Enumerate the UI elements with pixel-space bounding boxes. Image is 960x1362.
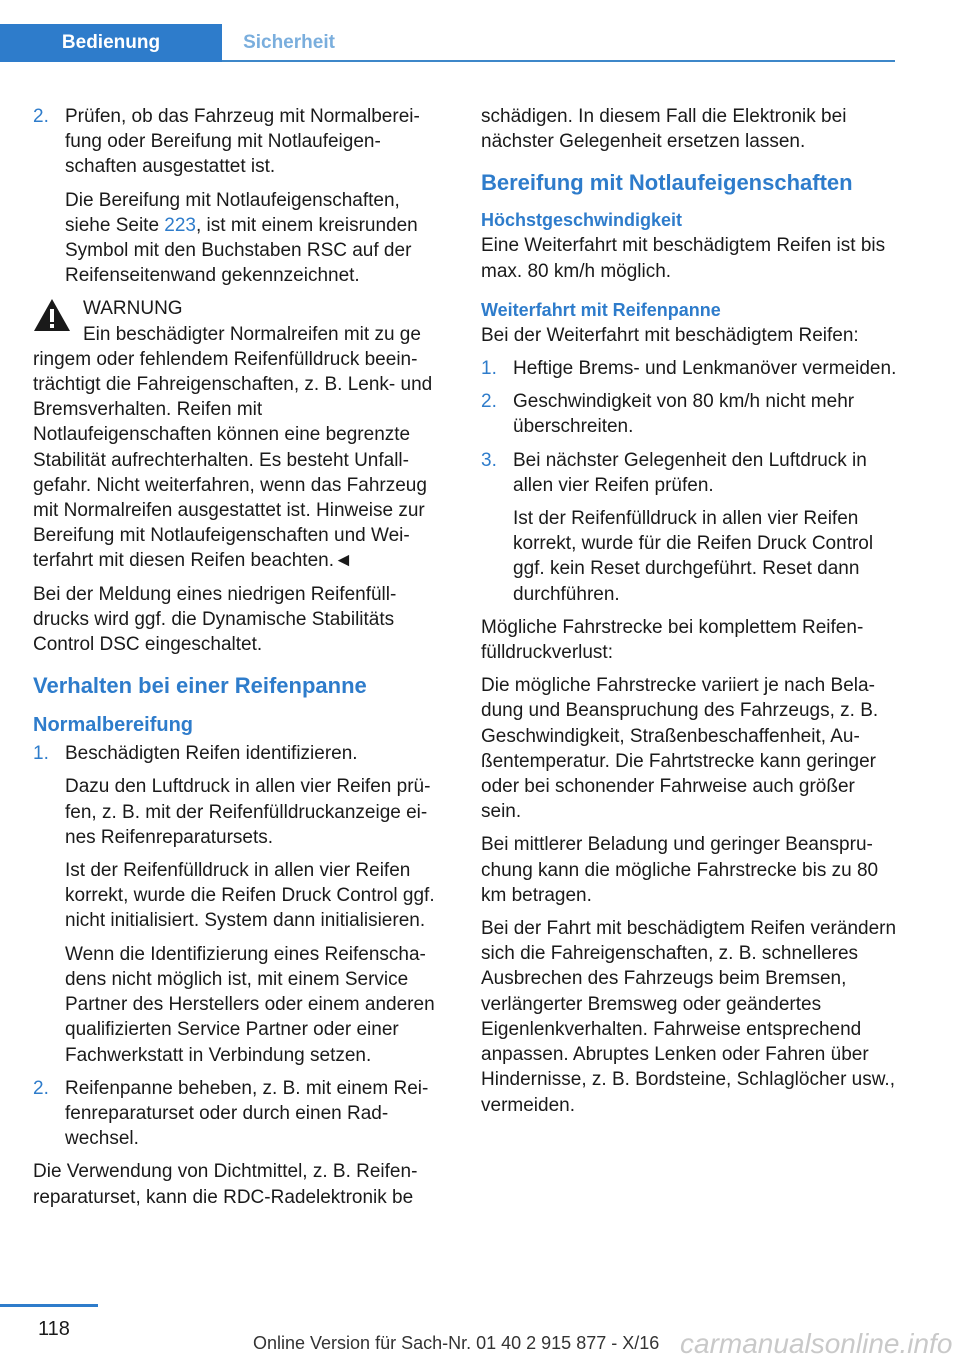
warning-triangle-icon (33, 298, 71, 332)
list-item-step-2 (481, 389, 897, 439)
warning-text-first-line: Ein beschädigter Normalreifen mit zu ge (83, 323, 421, 345)
chapter-tab-bar (0, 24, 895, 62)
online-version-text: Online Version für Sach-Nr. 01 40 2 915 877 - X/16 (253, 1333, 660, 1353)
section-heading-notlauf: Bereifung mit Notlaufeigenschaften (481, 170, 853, 196)
paragraph-weiterfahrt: Bei der Weiterfahrt mit beschädigtem Reifen: (481, 324, 859, 346)
list-number: 3. (481, 449, 497, 471)
list-text: Geschwindigkeit von 80 km/h nicht mehr überschreiten. (513, 391, 855, 438)
paragraph-dichtmittel: Die Verwendung von Dichtmittel, z. B. Reifenreparaturset, kann die RDC-Radelektronik be (33, 1161, 418, 1208)
section-heading-reifenpanne: Verhalten bei einer Reifenpanne (33, 673, 367, 699)
list-number: 1. (33, 743, 49, 765)
paragraph-speed: Eine Weiterfahrt mit beschädigtem Reifen ist bis max. 80 km/h möglich. (481, 235, 886, 282)
tab-sicherheit[interactable]: Sicherheit (243, 32, 335, 53)
page-number: 118 (38, 1318, 70, 1340)
list-item-step-1 (481, 356, 897, 381)
watermark: carmanualsonline.info (680, 1328, 953, 1359)
list-text: Beschädigten Reifen identifizieren. (65, 743, 358, 765)
list-number: 1. (481, 358, 497, 380)
right-column (481, 104, 897, 1126)
footer-rule (0, 1304, 98, 1307)
list-subtext: Wenn die Identifizierung eines Reifenschadens nicht möglich ist, mit einem Service Partner des Herstellers oder einem anderen qualifizierten Service Partner oder einer Fachwerkstatt in Verbindung setzen. (65, 943, 435, 1066)
list-item-step-3 (481, 448, 897, 607)
warning-title: WARNUNG (83, 298, 183, 320)
list-text: Heftige Brems- und Lenkmanöver vermeiden. (513, 358, 897, 380)
list-subtext: Ist der Reifenfülldruck in allen vier Reifen korrekt, wurde für die Reifen Druck Control ggf. kein Reset durchgeführt. Reset dann durchführen. (513, 508, 874, 605)
paragraph-continued: schädigen. In diesem Fall die Elektronik bei nächster Gelegenheit ersetzen lassen. (481, 106, 847, 153)
left-column (33, 104, 445, 1218)
list-item-step-1 (33, 741, 445, 1067)
tab-bedienung[interactable]: Bedienung (0, 24, 222, 62)
list-text: Bei nächster Gelegenheit den Luftdruck in allen vier Reifen prüfen. (513, 449, 867, 496)
subheading-weiterfahrt: Weiterfahrt mit Reifenpanne (481, 299, 721, 320)
warning-text: ringem oder fehlendem Reifenfülldruck beeinträchtigt die Fahreigenschaften, z. B. Lenk- und Bremsverhalten. Reifen mit Notlaufeigenschaften können eine begrenzte Stabilität aufrechterhalten. Es besteht Unfallgefahr. Nicht weiterfahren, wenn das Fahrzeug mit Normalreifen ausgestattet ist. Hinweise zur Bereifung mit Notlaufeigenschaften und Weiterfahrt mit diesen Reifen beachten.◄ (33, 348, 433, 572)
list-text: Prüfen, ob das Fahrzeug mit Normalbereifung oder Bereifung mit Notlaufeigenschaften ausgestattet ist. (65, 106, 420, 178)
list-text: Reifenpanne beheben, z. B. mit einem Reifenreparaturset oder durch einen Radwechsel. (65, 1077, 429, 1150)
list-number: 2. (33, 1077, 49, 1099)
paragraph-mittlerer-beladung: Bei mittlerer Beladung und geringer Beanspruchung kann die mögliche Fahrstrecke bis zu 80 km betragen. (481, 834, 879, 906)
warning-box (33, 296, 445, 573)
paragraph-dsc: Bei der Meldung eines niedrigen Reifenfülldrucks wird ggf. die Dynamische Stabilitäts Control DSC eingeschaltet. (33, 583, 397, 656)
page-link[interactable]: 223 (164, 214, 196, 236)
list-subtext: Dazu den Luftdruck in allen vier Reifen prüfen, z. B. mit der Reifenfülldruckanzeige eines Reifenreparatursets. (65, 776, 431, 848)
paragraph-fahrstrecke: Mögliche Fahrstrecke bei komplettem Reifenfülldruckverlust: (481, 616, 864, 664)
list-number: 2. (481, 391, 497, 413)
subheading-normalbereifung: Normalbereifung (33, 714, 194, 737)
list-subtext: Die Bereifung mit Notlaufeigenschaften, siehe Seite 223, ist mit einem kreisrunden Symbol mit den Buchstaben RSC auf der Reifenseitenwand gekennzeichnet. (65, 189, 418, 287)
list-item-check-tires (33, 104, 445, 288)
list-number: 2. (33, 106, 49, 127)
paragraph-variiert: Die mögliche Fahrstrecke variiert je nach Beladung und Beanspruchung des Fahrzeugs, z. B. Geschwindigkeit, Straßenbeschaffenheit, Außentemperatur. Die Fahrtstrecke kann geringer oder bei schonender Fahrweise auch größer sein. (481, 675, 879, 823)
list-subtext: Ist der Reifenfülldruck in allen vier Reifen korrekt, wurde die Reifen Druck Control ggf. nicht initialisiert. System dann initialisieren. (65, 860, 435, 932)
list-item-step-2 (33, 1076, 445, 1152)
paragraph-fahreigenschaften: Bei der Fahrt mit beschädigtem Reifen verändern sich die Fahreigenschaften, z. B. schnelleres Ausbrechen des Fahrzeugs beim Bremsen, verlängerter Bremsweg oder geändertes Eigenlenkverhalten. Fahrweise entsprechend anpassen. Abruptes Lenken oder Fahren über Hindernisse, z. B. Bordsteine, Schlaglöcher usw., vermeiden. (481, 918, 897, 1116)
subheading-hoechstgeschwindigkeit: Höchstgeschwindigkeit (481, 210, 683, 231)
